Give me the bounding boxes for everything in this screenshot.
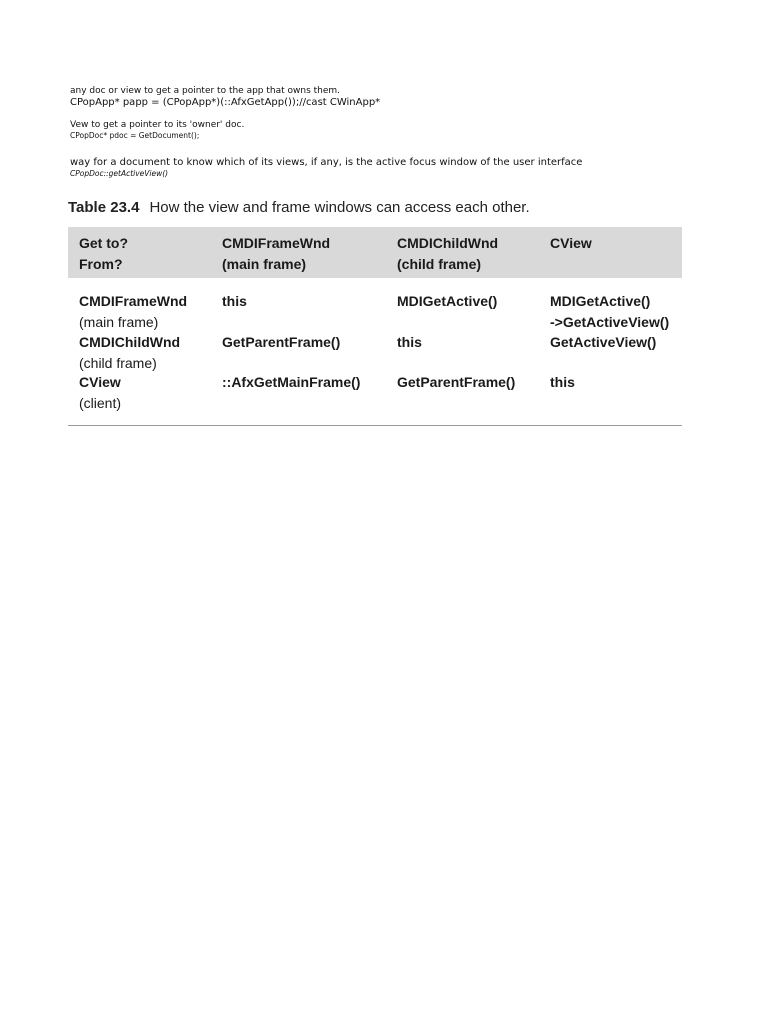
row-label-cmdiframewnd: CMDIFrameWnd (main frame) [79,293,188,330]
header-cell-get-to-from: Get to? From? [79,235,128,272]
header-cell-cmdiframewnd: CMDIFrameWnd (main frame) [222,235,331,272]
table-cell: GetParentFrame() [397,374,516,390]
table-cell: GetParentFrame() [222,334,341,350]
table-caption-text: How the view and frame windows can access each other. [149,199,530,216]
access-table [68,227,682,427]
table-cell: this [397,334,422,350]
note-app-pointer: any doc or view to get a pointer to the app that owns them. [70,86,341,96]
table-caption [68,199,530,216]
note-app-pointer-code: CPopApp* papp = (CPopApp*)(::AfxGetApp());//cast CWinApp* [70,97,381,108]
note-owner-doc-code: CPopDoc* pdoc = GetDocument(); [70,131,200,140]
table-cell: GetActiveView() [550,334,657,350]
header-cell-cview: CView [550,235,592,251]
header-cell-cmdichildwnd: CMDIChildWnd (child frame) [397,235,499,272]
table-cell: MDIGetActive() ->GetActiveView() [550,293,670,330]
note-owner-doc: Vew to get a pointer to its 'owner' doc. [70,120,245,130]
table-caption-number: Table 23.4 [68,199,140,216]
table-cell: ::AfxGetMainFrame() [222,374,361,390]
row-label-cview: CView (client) [79,374,122,411]
table-cell: this [550,374,575,390]
row-label-cmdichildwnd: CMDIChildWnd (child frame) [79,334,181,371]
table-bottom-rule [68,425,682,426]
table-cell: this [222,293,247,309]
table-cell: MDIGetActive() [397,293,498,309]
note-active-view: way for a document to know which of its views, if any, is the active focus window of the user interface [70,157,583,168]
note-active-view-code: CPopDoc::getActiveView() [70,169,169,178]
